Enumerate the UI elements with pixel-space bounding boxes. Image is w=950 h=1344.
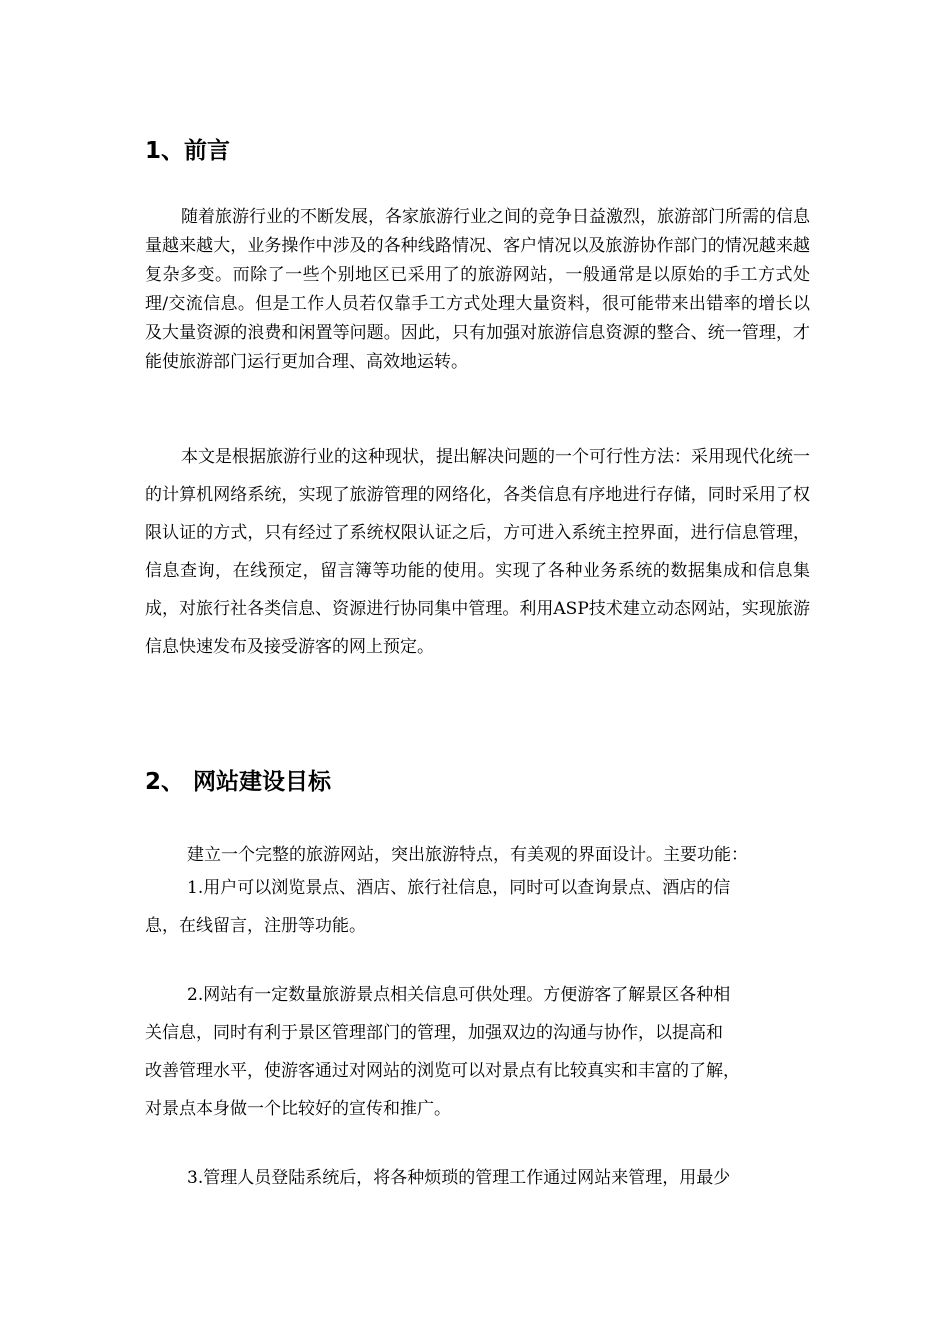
item-1-line-1: 1.用户可以浏览景点、酒店、旅行社信息，同时可以查询景点、酒店的信 <box>187 878 731 898</box>
item-3-line-1: 3.管理人员登陆系统后，将各种烦琐的管理工作通过网站来管理，用最少 <box>187 1168 731 1188</box>
section-2-heading-number: 2、 <box>145 769 185 795</box>
item-2-line-1: 2.网站有一定数量旅游景点相关信息可供处理。方便游客了解景区各种相 <box>187 985 731 1005</box>
section-2-heading-text: 网站建设目标 <box>193 769 331 795</box>
item-2-line-3: 改善管理水平，使游客通过对网站的浏览可以对景点有比较真实和丰富的了解， <box>145 1061 740 1081</box>
section-1-heading: 1、前言 <box>145 138 231 164</box>
item-1-line-2: 息，在线留言，注册等功能。 <box>145 916 366 936</box>
section-1-paragraph-2: 本文是根据旅游行业的这种现状，提出解决问题的一个可行性方法：采用现代化统一的计算机网络系统，实现了旅游管理的网络化，各类信息有序地进行存储，同时采用了权限认证的方式，只有经过了系统权限认证之后，方可进入系统主控界面，进行信息管理，信息查询，在线预定，留言簿等功能的使用。实现了各种业务系统的数据集成和信息集成，对旅行社各类信息、资源进行协同集中管理。利用ASP技术建立动态网站，实现旅游信息快速发布及接受游客的网上预定。 <box>145 447 810 657</box>
section-2-intro: 建立一个完整的旅游网站，突出旅游特点，有美观的界面设计。主要功能： <box>187 845 748 865</box>
section-1-paragraph-1: 随着旅游行业的不断发展，各家旅游行业之间的竞争日益激烈，旅游部门所需的信息量越来越大，业务操作中涉及的各种线路情况、客户情况以及旅游协作部门的情况越来越复杂多变。而除了一些个别地区已采用了的旅游网站，一般通常是以原始的手工方式处理/交流信息。但是工作人员若仅靠手工方式处理大量资料，很可能带来出错率的增长以及大量资源的浪费和闲置等问题。因此，只有加强对旅游信息资源的整合、统一管理，才能使旅游部门运行更加合理、高效地运转。 <box>145 207 810 372</box>
item-2-line-2: 关信息，同时有利于景区管理部门的管理，加强双边的沟通与协作，以提高和 <box>145 1023 723 1043</box>
item-2-line-4: 对景点本身做一个比较好的宣传和推广。 <box>145 1099 451 1119</box>
section-2-heading <box>145 767 331 797</box>
